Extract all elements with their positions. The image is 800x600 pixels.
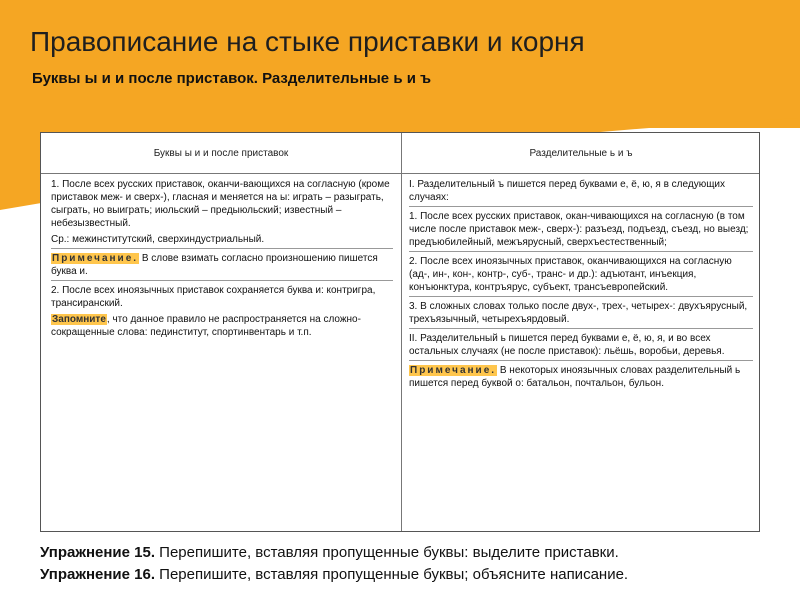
- exercise-16: [40, 564, 780, 586]
- exercise-16-label: Упражнение 16.: [40, 566, 156, 583]
- hard-sign-rule-2: 2. После всех иноязычных приставок, оканчивающихся на согласную (ад-, ин-, кон-, контр-, суб-, транс- и др.): адъютант, инъекция, конъюнктура, контръярус, субъект, трансъевропейский.: [409, 255, 753, 297]
- remember-paragraph: [51, 313, 393, 339]
- hard-sign-rule-1: 1. После всех русских приставок, окан-чивающихся на согласную (в том числе после приставок меж-, сверх-): разъезд, подъезд, съезд, но выезд; предъюбилейный, межъярусный, сверхъестественный;: [409, 210, 753, 252]
- page-title: Правописание на стыке приставки и корня: [30, 26, 585, 57]
- note-label-right: Примечание.: [410, 365, 497, 376]
- exercise-15-label: Упражнение 15.: [40, 544, 156, 561]
- note-text-right: В некоторых иноязычных словах разделительный ь пишется перед буквой о: батальон, почтальон, бульон.: [409, 365, 741, 389]
- hard-sign-rule-3: 3. В сложных словах только после двух-, трех-, четырех-: двухъярусный, трехъязычный, четырехъярдовый.: [409, 300, 753, 329]
- rules-table: [40, 132, 760, 532]
- note-paragraph: [51, 252, 393, 281]
- table-cell-left: [41, 173, 401, 531]
- page-subtitle: Буквы ы и и после приставок. Разделительные ь и ъ: [32, 70, 432, 87]
- exercise-15-text: Перепишите, вставляя пропущенные буквы: выделите приставки.: [155, 544, 619, 561]
- note-label: Примечание.: [52, 253, 139, 264]
- rule-2-text: 2. После всех иноязычных приставок сохраняется буква и: контригра, трансиранский.: [51, 285, 376, 309]
- soft-sign-rule: II. Разделительный ь пишется перед буквами е, ё, ю, я, и во всех остальных случаях (не после приставок): льёшь, воробьи, деревья.: [409, 332, 753, 361]
- table-header-left: Буквы ы и и после приставок: [153, 147, 289, 159]
- exercise-15: [40, 542, 780, 564]
- table-header-right: Разделительные ь и ъ: [529, 147, 633, 159]
- table-cell-right: [401, 173, 761, 531]
- remember-text: , что данное правило не распространяется на сложно-сокращенные слова: пединститут, спортинвентарь и т.п.: [51, 314, 361, 338]
- exercise-16-text: Перепишите, вставляя пропущенные буквы; объясните написание.: [155, 566, 629, 583]
- remember-label: Запомните: [52, 314, 106, 325]
- note-text: В слове взимать согласно произношению пишется буква и.: [51, 253, 378, 277]
- note-paragraph-right: [409, 364, 753, 390]
- hard-sign-intro: I. Разделительный ъ пишется перед буквами е, ё, ю, я в следующих случаях:: [409, 178, 753, 207]
- rule-1-text: 1. После всех русских приставок, оканчи-вающихся на согласную (кроме приставок меж- и сверх-), гласная и меняется на ы: играть – разыграть, сыграть, но выиграть; июльский – предыюльский; известный – небезызвестный.: [51, 179, 390, 229]
- exercises: [40, 542, 780, 586]
- rule-1-compare: Ср.: межинститутский, сверхиндустриальный.: [51, 233, 393, 249]
